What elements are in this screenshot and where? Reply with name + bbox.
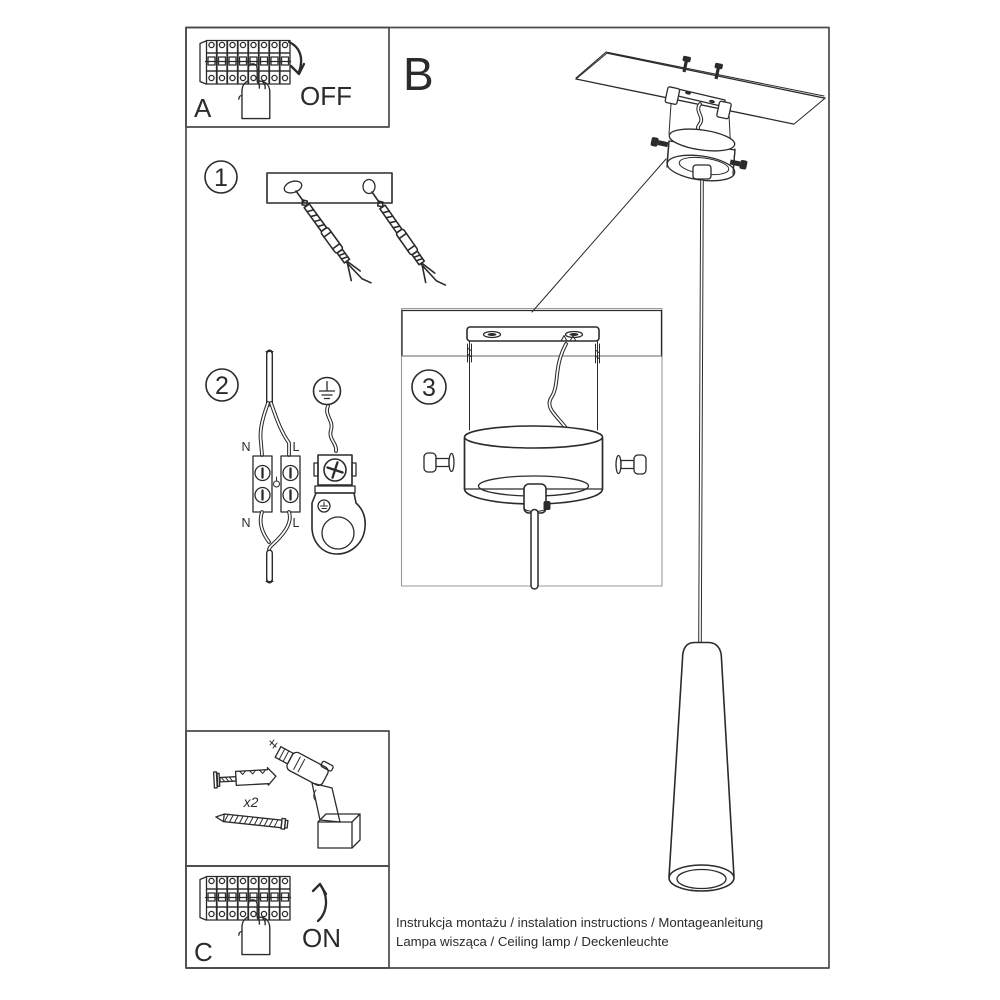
lamp-shade-icon bbox=[669, 643, 734, 892]
drill-icon bbox=[270, 740, 360, 848]
tools-group bbox=[214, 740, 360, 848]
step1-group bbox=[205, 161, 445, 293]
box-c-label: C bbox=[194, 937, 213, 967]
bracket-hole bbox=[283, 179, 304, 195]
step2-group bbox=[206, 352, 365, 582]
footer-line2: Lampa wisząca / Ceiling lamp / Deckenleuchte bbox=[396, 934, 669, 949]
section-breaker-off bbox=[194, 41, 352, 124]
mounting-bracket-icon bbox=[267, 173, 392, 203]
off-label: OFF bbox=[300, 81, 352, 111]
side-screw-icon bbox=[424, 453, 454, 472]
step2-number: 2 bbox=[215, 372, 229, 400]
wire-n-label: N bbox=[241, 516, 251, 530]
wire-l-label: L bbox=[292, 440, 300, 454]
rod-holder-icon bbox=[524, 484, 551, 513]
rod-holder-icon bbox=[693, 165, 711, 179]
footer bbox=[396, 915, 763, 949]
box-a-label: A bbox=[194, 93, 212, 123]
wall-plug-screw-icon bbox=[366, 188, 446, 293]
dowel-icon bbox=[214, 767, 277, 788]
suspension-line bbox=[669, 104, 671, 134]
step3-group bbox=[402, 311, 662, 586]
breaker-panel-icon bbox=[200, 41, 291, 85]
power-cable-icon bbox=[261, 512, 290, 582]
screw-icon bbox=[215, 812, 288, 830]
plank-edge bbox=[576, 52, 824, 96]
callout-line bbox=[532, 159, 666, 312]
tools-box-frame bbox=[186, 731, 389, 866]
power-cable-icon bbox=[260, 352, 289, 456]
section-b-label: B bbox=[403, 48, 434, 100]
step3-number: 3 bbox=[422, 374, 436, 402]
side-screw-icon bbox=[650, 137, 668, 149]
breaker-panel-icon bbox=[200, 877, 291, 921]
on-label: ON bbox=[302, 923, 341, 953]
section-breaker-on bbox=[194, 877, 341, 968]
wire-l-label: L bbox=[292, 516, 300, 530]
instruction-sheet bbox=[186, 28, 829, 969]
step1-number: 1 bbox=[214, 164, 228, 192]
mounting-bracket-icon bbox=[467, 327, 599, 341]
terminal-block-icon bbox=[253, 456, 300, 512]
arrow-up-icon bbox=[313, 884, 326, 921]
arrow-down-icon bbox=[289, 42, 304, 74]
ground-symbol-icon bbox=[314, 378, 341, 405]
pressing-hand-icon bbox=[239, 900, 270, 955]
bracket-hole bbox=[363, 180, 375, 194]
pressing-hand-icon bbox=[239, 64, 270, 119]
side-screw-icon bbox=[616, 455, 646, 474]
ground-clamp-icon bbox=[312, 455, 365, 554]
quantity-label: x2 bbox=[243, 794, 259, 810]
footer-line1: Instrukcja montażu / instalation instructions / Montageanleitung bbox=[396, 915, 764, 930]
wire-n-label: N bbox=[241, 440, 251, 454]
